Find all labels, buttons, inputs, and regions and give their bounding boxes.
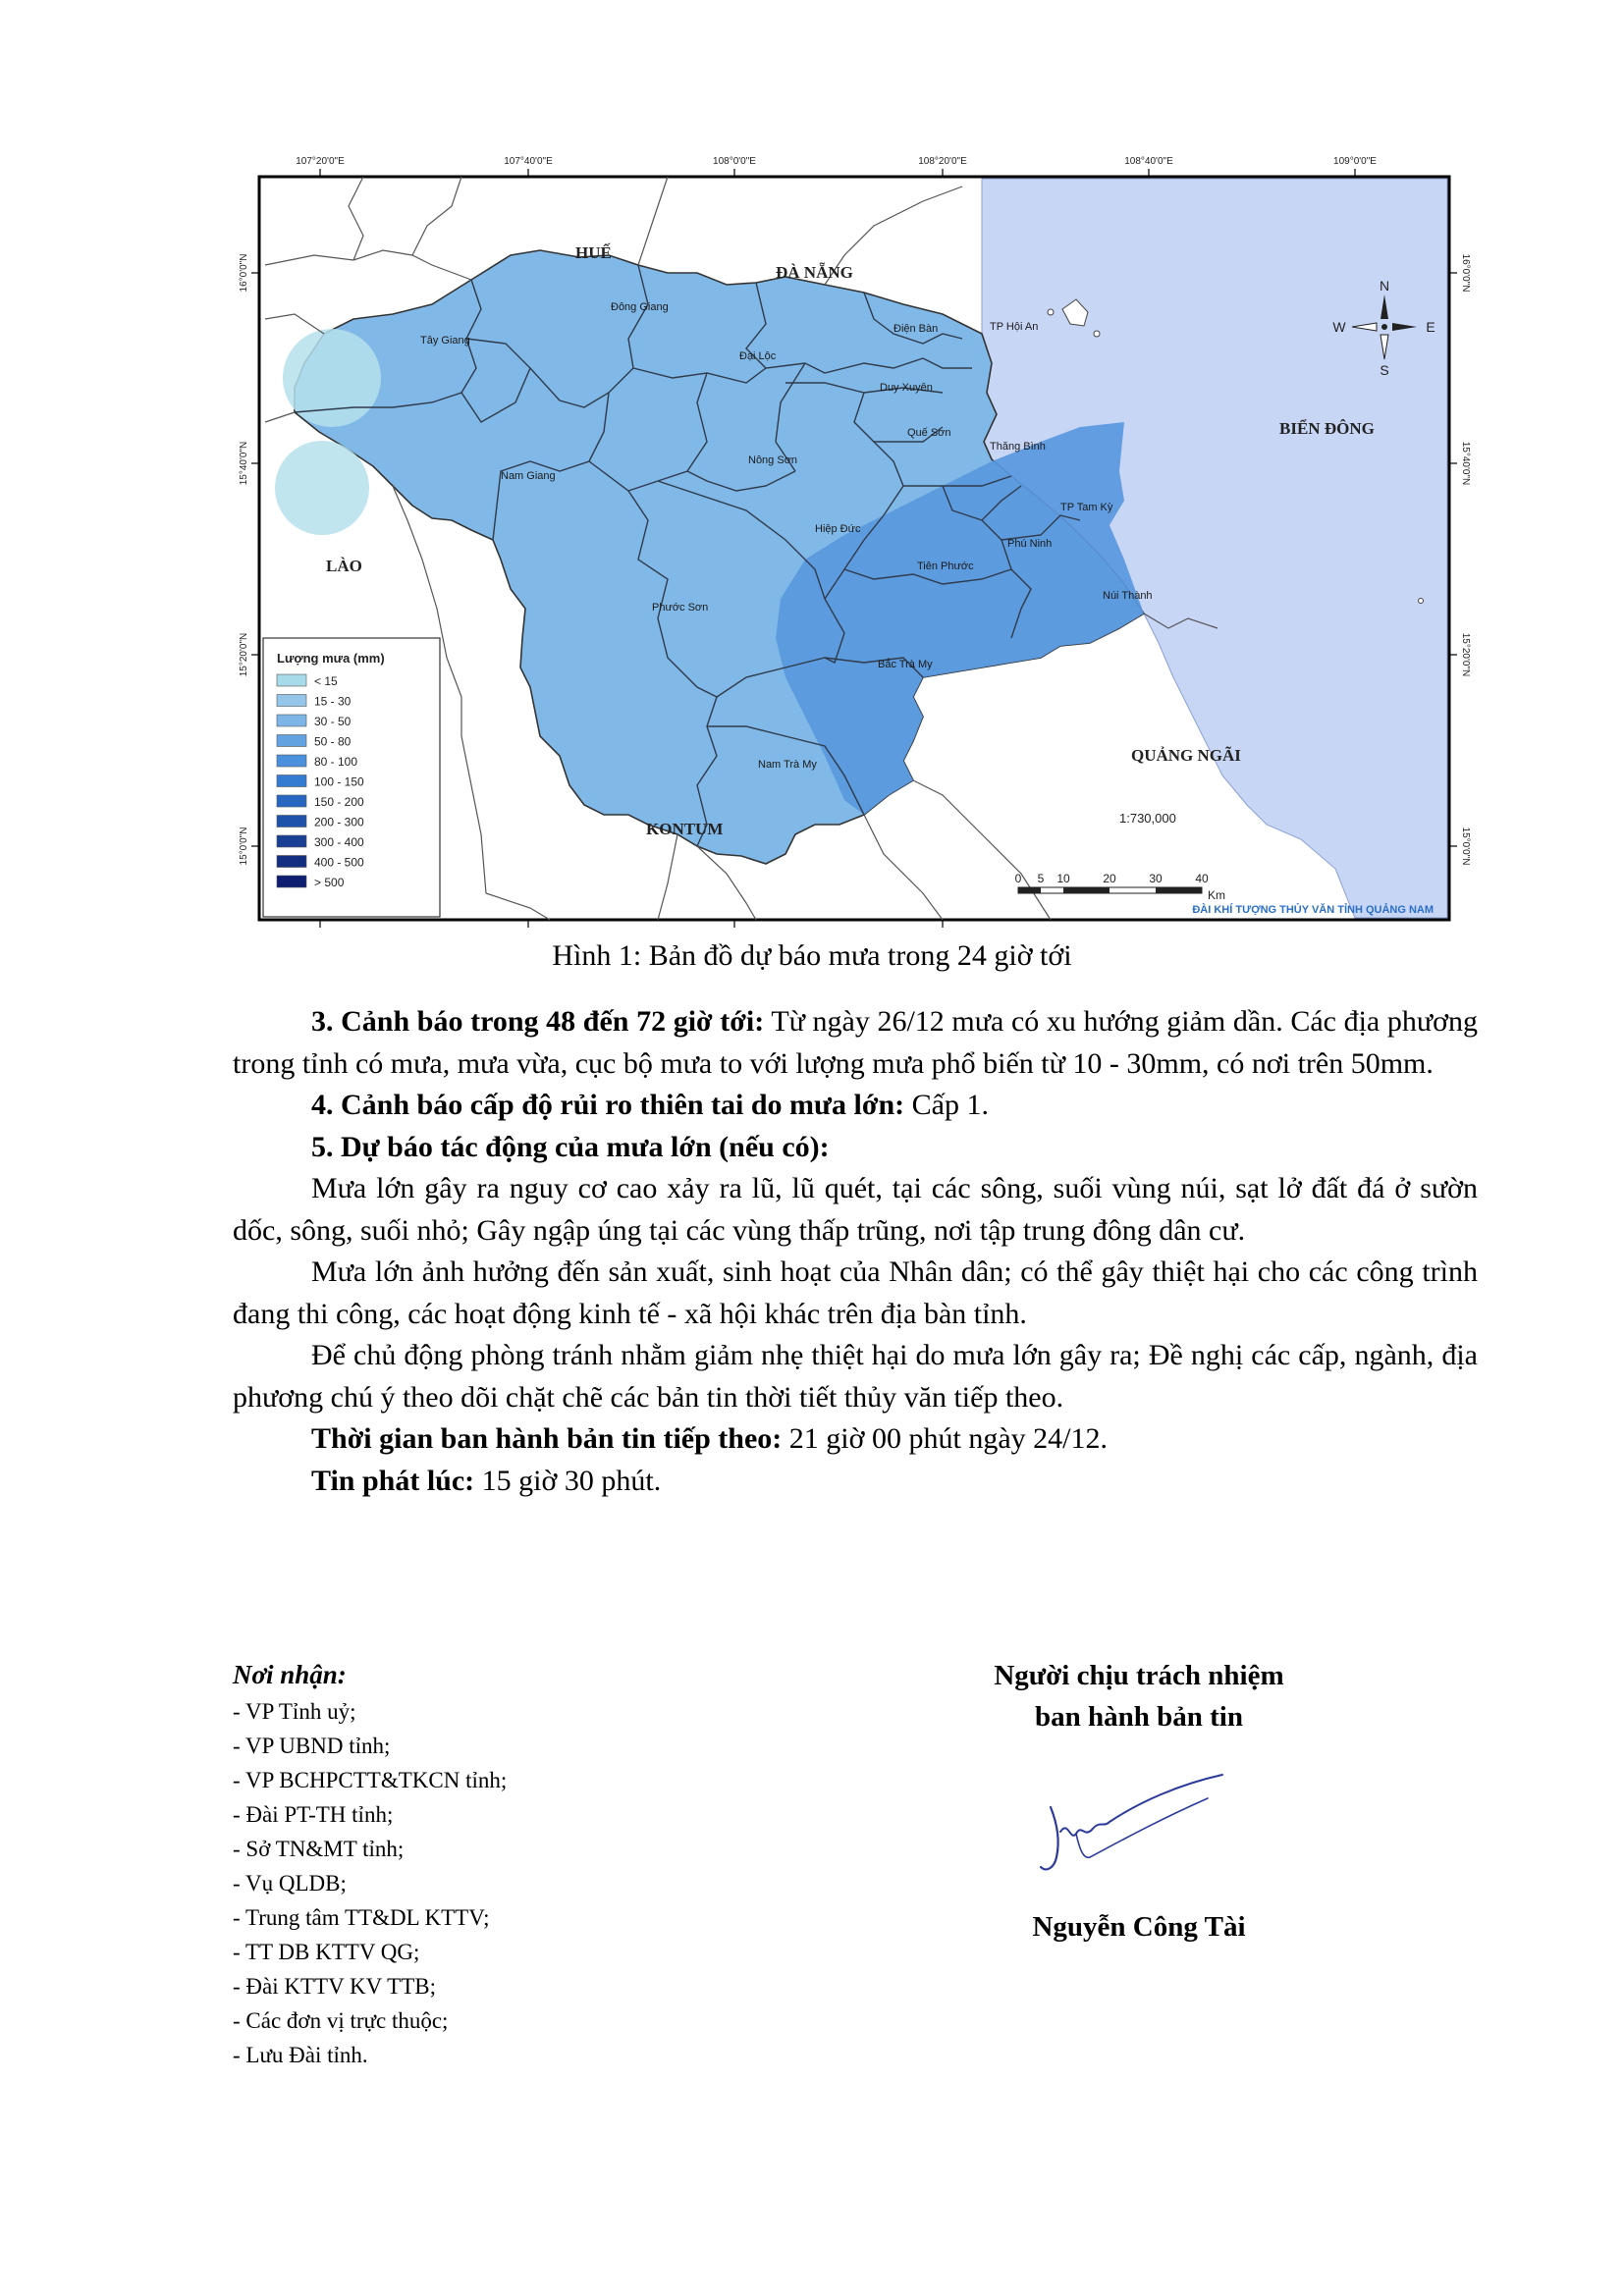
region-label-kontum: KONTUM [646,820,724,838]
coord-top: 109°0'0"E [1333,156,1377,167]
district-label: Đại Lộc [739,350,777,362]
coord-left: 16°0'0"N [239,253,249,293]
bulletin-body [233,1001,1478,1502]
coord-top: 107°40'0"E [504,156,553,167]
legend-label: 80 - 100 [314,755,358,769]
legend-label: 150 - 200 [314,795,364,809]
region-label-lao: LÀO [326,557,362,575]
district-label: Nam Trà My [758,759,817,771]
legend-label: 400 - 500 [314,855,364,870]
handwritten-signature [1011,1763,1237,1891]
district-label: Duy Xuyên [880,382,933,394]
legend-swatch [277,674,306,686]
signer-name: Nguyễn Công Tài [1032,1911,1246,1943]
impact-paragraph-2: Mưa lớn ảnh hưởng đến sản xuất, sinh hoạt của Nhân dân; có thể gây thiệt hại cho các công trình đang thi công, các hoạt động kinh tế - xã hội khác trên địa bàn tỉnh. [233,1255,1478,1330]
coord-right: 15°40'0"N [1460,441,1471,486]
district-label: TP Hội An [990,321,1039,333]
district-label: Tiên Phước [917,561,974,572]
recipients-title: Nơi nhận: [233,1660,347,1689]
region-label-da-nang: ĐÀ NẴNG [776,263,853,282]
legend-swatch [277,775,306,787]
coord-left: 15°40'0"N [239,441,249,486]
legend-swatch [277,856,306,868]
coord-right: 15°20'0"N [1460,632,1471,677]
recipients-list [233,1694,507,2072]
district-label: Tây Giang [420,335,470,347]
legend-label: > 500 [314,876,345,889]
district-label: Nông Sơn [748,454,798,466]
district-label: Núi Thành [1103,590,1153,602]
legend-swatch [277,735,306,747]
recipient-item: - VP Tỉnh uỷ; [233,1699,356,1724]
compass-e: E [1426,319,1435,335]
legend-label: 15 - 30 [314,694,352,709]
section-4-label: 4. Cảnh báo cấp độ rủi ro thiên tai do mưa lớn: [311,1089,905,1121]
section-5 [233,1127,1478,1169]
signer-role-line-2: ban hành bản tin [1035,1701,1243,1733]
region-label-quang-ngai: QUẢNG NGÃI [1131,746,1241,765]
coord-right: 15°0'0"N [1460,827,1471,866]
district-label: Thăng Bình [990,441,1046,453]
section-3-text: Từ ngày 26/12 mưa có xu hướng giảm dần. Các địa phương trong tỉnh có mưa, mưa vừa, cục bộ mưa to với lượng mưa phổ biến từ 10 - 30mm, có nơi trên 50mm. [233,1005,1478,1080]
rainfall-forecast-map [236,147,1473,933]
issued-time [233,1461,1478,1503]
district-label: Điện Bàn [893,323,939,335]
legend-swatch [277,755,306,767]
section-5-label: 5. Dự báo tác động của mưa lớn (nếu có): [311,1130,830,1163]
scale-tick: 20 [1103,872,1116,885]
signer-role-line-1: Người chịu trách nhiệm [994,1660,1284,1691]
coord-right: 16°0'0"N [1460,253,1471,293]
legend-label: 300 - 400 [314,835,364,849]
region-label-bien-dong: BIỂN ĐÔNG [1279,419,1375,438]
coord-top: 107°20'0"E [296,156,345,167]
coord-left: 15°20'0"N [239,632,249,677]
legend-label: 30 - 50 [314,715,352,728]
legend-title: Lượng mưa (mm) [277,651,385,666]
next-bulletin-time [233,1418,1478,1461]
legend-swatch [277,816,306,828]
issued-time-value: 15 giờ 30 phút. [474,1464,662,1497]
section-4-text: Cấp 1. [904,1089,989,1121]
recipient-item: - Trung tâm TT&DL KTTV; [233,1905,490,1930]
scale-unit: Km [1208,888,1225,902]
scale-tick: 5 [1037,872,1045,885]
legend-label: 100 - 150 [314,774,364,789]
figure-caption: Hình 1: Bản đồ dự báo mưa trong 24 giờ tới [552,939,1072,972]
map-credit: ĐÀI KHÍ TƯỢNG THỦY VĂN TỈNH QUẢNG NAM [1192,904,1434,916]
legend-swatch [277,715,306,726]
district-label: Quế Sơn [907,427,951,439]
compass-n: N [1379,278,1390,294]
recipient-item: - Đài KTTV KV TTB; [233,1974,436,1999]
issued-time-label: Tin phát lúc: [311,1464,475,1497]
legend-swatch [277,876,306,887]
coord-left: 15°0'0"N [239,827,249,866]
legend-swatch [277,835,306,847]
scale-tick: 0 [1014,872,1022,885]
district-label: Bắc Trà My [878,659,933,670]
legend-swatch [277,795,306,807]
district-label: Phú Ninh [1007,538,1053,550]
map-legend [263,638,440,917]
district-label: Hiệp Đức [815,523,861,535]
recipient-item: - Các đơn vị trực thuộc; [233,2008,449,2033]
coord-top: 108°20'0"E [918,156,967,167]
scale-tick: 30 [1149,872,1163,885]
impact-paragraph-3: Để chủ động phòng tránh nhằm giảm nhẹ thiệt hại do mưa lớn gây ra; Đề nghị các cấp, ngành, địa phương chú ý theo dõi chặt chẽ các bản tin thời tiết thủy văn tiếp theo. [233,1339,1478,1414]
recipients-block [233,1655,507,2072]
region-label-hue: HUẾ [575,243,612,262]
legend-swatch [277,695,306,707]
recipient-item: - Lưu Đài tỉnh. [233,2043,368,2067]
section-4 [233,1085,1478,1127]
legend-label: 200 - 300 [314,815,364,829]
recipient-item: - TT DB KTTV QG; [233,1940,420,1964]
district-label: Đông Giang [611,301,669,313]
next-bulletin-value: 21 giờ 00 phút ngày 24/12. [782,1422,1108,1455]
recipient-item: - VP UBND tỉnh; [233,1734,391,1758]
scale-tick: 10 [1056,872,1070,885]
recipient-item: - Đài PT-TH tỉnh; [233,1802,394,1827]
recipient-item: - VP BCHPCTT&TKCN tỉnh; [233,1768,508,1792]
compass-s: S [1380,362,1389,378]
next-bulletin-label: Thời gian ban hành bản tin tiếp theo: [311,1422,783,1455]
district-label: Nam Giang [501,470,556,482]
scale-tick: 40 [1195,872,1209,885]
recipient-item: - Sở TN&MT tỉnh; [233,1837,405,1861]
section-3-label: 3. Cảnh báo trong 48 đến 72 giờ tới: [311,1005,765,1038]
coord-top: 108°40'0"E [1124,156,1173,167]
recipient-item: - Vụ QLDB; [233,1871,347,1896]
district-label: TP Tam Kỳ [1060,502,1113,513]
district-label: Phước Sơn [652,602,709,614]
legend-label: 50 - 80 [314,734,352,749]
legend-label: < 15 [314,674,338,688]
compass-w: W [1332,319,1346,335]
impact-paragraph-1: Mưa lớn gây ra nguy cơ cao xảy ra lũ, lũ quét, tại các sông, suối vùng núi, sạt lở đất đá ở sườn dốc, sông, suối nhỏ; Gây ngập úng tại các vùng thấp trũng, nơi tập trung đông dân cư. [233,1172,1478,1247]
section-3 [233,1001,1478,1085]
signature-block [933,1655,1345,1943]
coord-top: 108°0'0"E [713,156,756,167]
scale-ratio: 1:730,000 [1119,811,1176,826]
